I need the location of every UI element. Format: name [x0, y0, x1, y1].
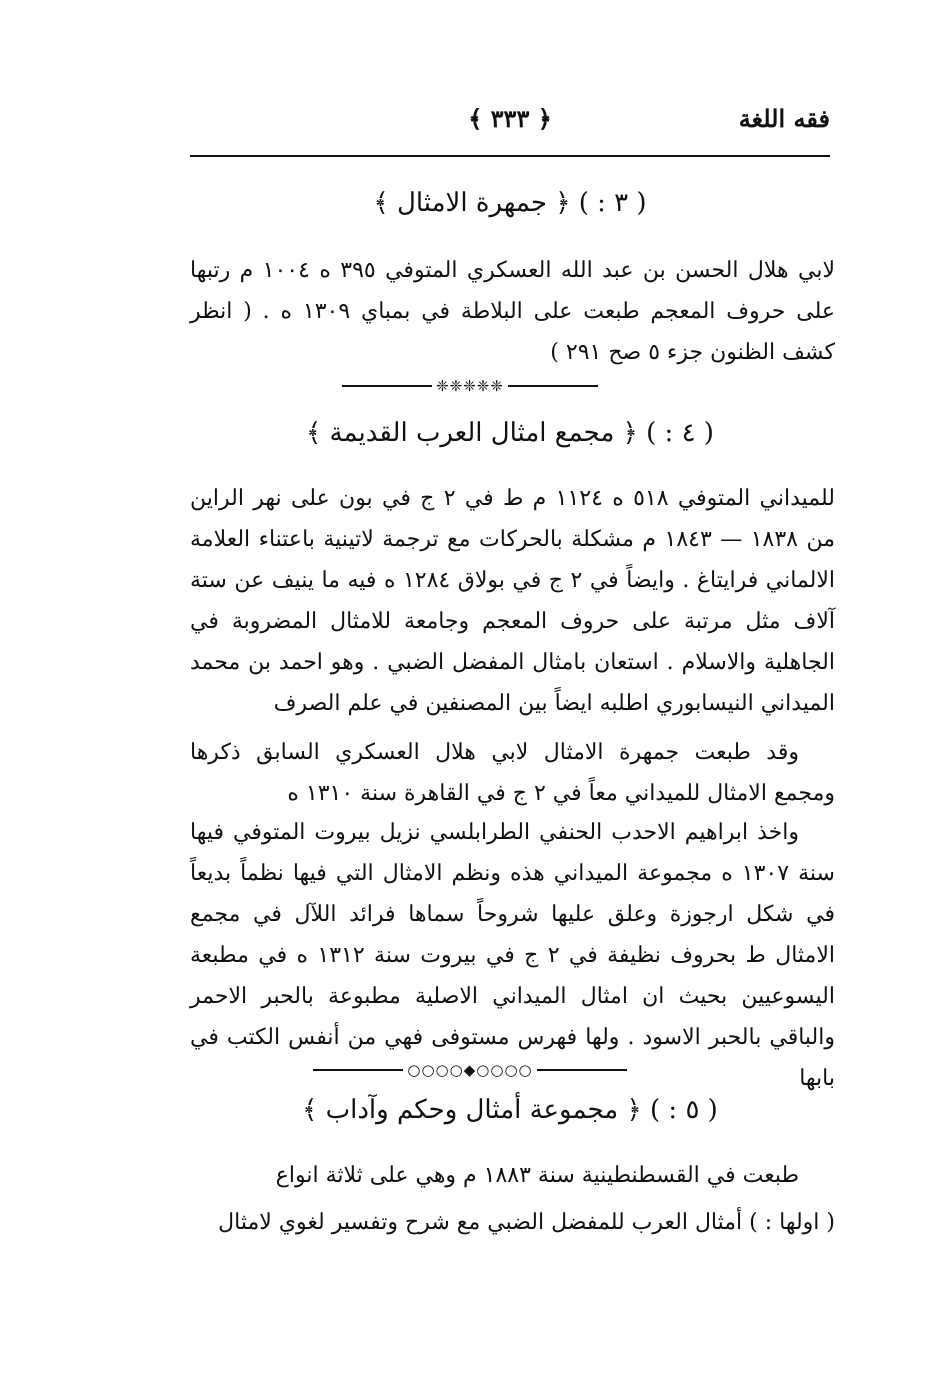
book-title: فقه اللغة — [738, 104, 830, 133]
section-4-paragraph-3: واخذ ابراهيم الاحدب الحنفي الطرابلسي نزيل بيروت المتوفي فيها سنة ١٣٠٧ ه مجموعة الميداني هذه ونظم الامثال التي فيها نظماً بديعاً في شكل ارجوزة وعلق عليها شروحاً سماها فرائد اللآل في مجمع الامثال ط بحروف نظيفة في ٢ ج في بيروت سنة ١٣١٢ ه في مطبعة اليسوعيين بحيث ان امثال الميداني الاصلية مطبوعة بالحبر الاحمر والباقي بالحبر الاسود . ولها فهرس مستوفى فهي من أنفس الكتب في بابها — [190, 820, 836, 1091]
ornament-divider-1: ❈❈❈❈❈ — [0, 376, 940, 395]
page-number: ﴿ ٣٣٣ ﴾ — [468, 104, 552, 133]
section-3-paragraph: لابي هلال الحسن بن عبد الله العسكري المتوفي ٣٩٥ ه ١٠٠٤ م رتبها على حروف المعجم طبعت على البلاطة في بمباي ١٣٠٩ ه . ( انظر كشف الظنون جزء ٥ صح ٢٩١ ) — [190, 258, 836, 365]
header-rule — [190, 155, 830, 157]
running-header — [190, 100, 830, 140]
section-5-paragraph-2: ( اولها : ) أمثال العرب للمفضل الضبي مع شرح وتفسير لغوي لامثال — [218, 1210, 835, 1235]
ornament-divider-2: ○○○○◆○○○○ — [0, 1060, 940, 1079]
section-heading-5: ( ٥ : ) ﴿ مجموعة أمثال وحكم وآداب ﴾ — [302, 1095, 718, 1125]
section-heading-4: ( ٤ : ) ﴿ مجمع امثال العرب القديمة ﴾ — [306, 418, 714, 448]
section-4-paragraph-1: للميداني المتوفي ٥١٨ ه ١١٢٤ م ط في ٢ ج في بون على نهر الراين من ١٨٣٨ — ١٨٤٣ م مشكلة بالحركات مع ترجمة لاتينية باعتناء العلامة الالماني فرايتاغ . وايضاً في ٢ ج في بولاق ١٢٨٤ ه فيه ما ينيف عن ستة آلاف مثل مرتبة على حروف المعجم وجامعة للامثال المضروبة في الجاهلية والاسلام . استعان بامثال المفضل الضبي . وهو احمد بن محمد الميداني النيسابوري اطلبه ايضاً بين المصنفين في علم الصرف — [190, 486, 836, 716]
section-4-paragraph-2: وقد طبعت جمهرة الامثال لابي هلال العسكري السابق ذكرها ومجمع الامثال للميداني معاً في ٢ ج في القاهرة سنة ١٣١٠ ه — [190, 740, 835, 806]
section-heading-3: ( ٣ : ) ﴿ جمهرة الامثال ﴾ — [373, 188, 647, 218]
section-5-paragraph-1: طبعت في القسطنطينية سنة ١٨٨٣ م وهي على ثلاثة انواع — [275, 1163, 799, 1188]
